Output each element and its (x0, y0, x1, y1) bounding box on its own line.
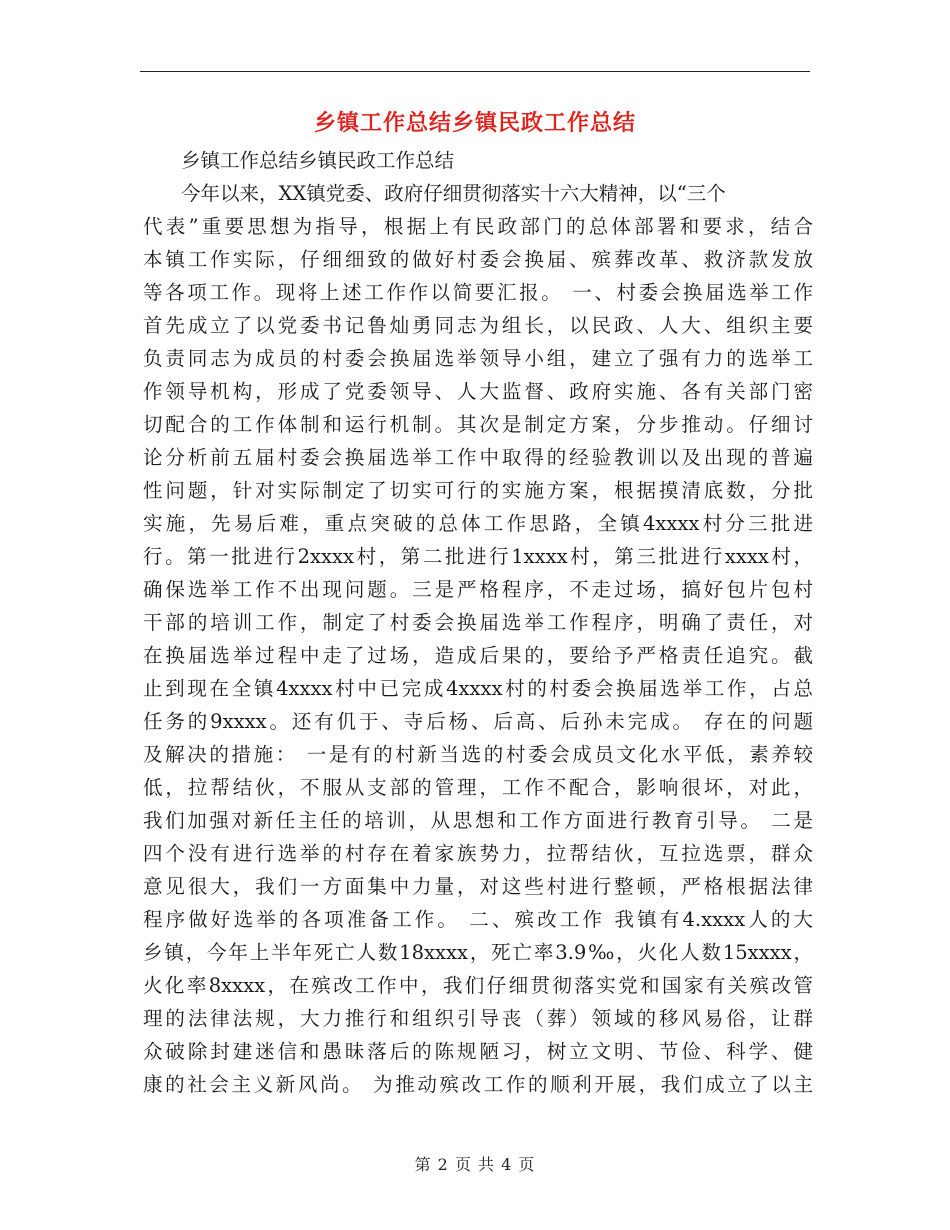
body-line: 确保选举工作不出现问题。三是严格程序，不走过场，搞好包片包村 (143, 578, 813, 601)
body-line: 乡镇，今年上半年死亡人数18xxxx，死亡率3.9‰，火化人数15xxxx， (143, 941, 813, 964)
body-line: 切配合的工作体制和运行机制。其次是制定方案，分步推动。仔细讨 (143, 413, 813, 436)
body-line: 乡镇工作总结乡镇民政工作总结 (181, 149, 455, 172)
body-line: 意见很大，我们一方面集中力量，对这些村进行整顿，严格根据法律 (143, 875, 813, 898)
body-line: 今年以来，XX镇党委、政府仔细贯彻落实十六大精神，以“三个 (181, 182, 726, 205)
body-line: 性问题，针对实际制定了切实可行的实施方案，根据摸清底数，分批 (143, 479, 813, 502)
body-line: 干部的培训工作，制定了村委会换届选举工作程序，明确了责任，对 (143, 611, 813, 634)
body-line: 四个没有进行选举的村存在着家族势力，拉帮结伙，互拉选票，群众 (143, 842, 813, 865)
body-line: 作领导机构，形成了党委领导、人大监督、政府实施、各有关部门密 (143, 380, 813, 403)
body-line: 本镇工作实际，仔细细致的做好村委会换届、殡葬改革、救济款发放 (143, 248, 813, 271)
body-line: 论分析前五届村委会换届选举工作中取得的经验教训以及出现的普遍 (143, 446, 813, 469)
body-line: 首先成立了以党委书记鲁灿勇同志为组长，以民政、人大、组织主要 (143, 314, 813, 337)
document-title: 乡镇工作总结乡镇民政工作总结 (313, 111, 636, 136)
body-line: 实施，先易后难，重点突破的总体工作思路，全镇4xxxx村分三批进 (143, 512, 813, 535)
body-line: 康的社会主义新风尚。 为推动殡改工作的顺利开展，我们成立了以主 (143, 1073, 813, 1096)
document-body (143, 144, 813, 1101)
header-rule (140, 71, 810, 72)
body-line: 负责同志为成员的村委会换届选举领导小组，建立了强有力的选举工 (143, 347, 813, 370)
body-line: 等各项工作。现将上述工作作以简要汇报。 一、村委会换届选举工作 (143, 281, 813, 304)
page-number: 第 2 页 共 4 页 (414, 1155, 536, 1174)
body-line: 程序做好选举的各项准备工作。 二、殡改工作 我镇有4.xxxx人的大 (143, 908, 813, 931)
body-line: 众破除封建迷信和愚昧落后的陈规陋习，树立文明、节俭、科学、健 (143, 1040, 813, 1063)
body-line: 低，拉帮结伙，不服从支部的管理，工作不配合，影响很坏，对此， (143, 776, 813, 799)
body-line: 任务的9xxxx。还有仉于、寺后杨、后高、后孙未完成。 存在的问题 (143, 710, 813, 733)
body-line: 止到现在全镇4xxxx村中已完成4xxxx村的村委会换届选举工作，占总 (143, 677, 813, 700)
body-line: 火化率8xxxx，在殡改工作中，我们仔细贯彻落实党和国家有关殡改管 (143, 974, 813, 997)
body-line: 及解决的措施： 一是有的村新当选的村委会成员文化水平低，素养较 (143, 743, 813, 766)
body-line: 行。第一批进行2xxxx村，第二批进行1xxxx村，第三批进行xxxx村， (143, 545, 813, 568)
body-line: 在换届选举过程中走了过场，造成后果的，要给予严格责任追究。截 (143, 644, 813, 667)
body-line: 我们加强对新任主任的培训，从思想和工作方面进行教育引导。 二是 (143, 809, 813, 832)
body-line: 代表”重要思想为指导，根据上有民政部门的总体部署和要求，结合 (143, 215, 813, 238)
body-line: 理的法律法规，大力推行和组织引导丧（葬）领域的移风易俗，让群 (143, 1007, 813, 1030)
